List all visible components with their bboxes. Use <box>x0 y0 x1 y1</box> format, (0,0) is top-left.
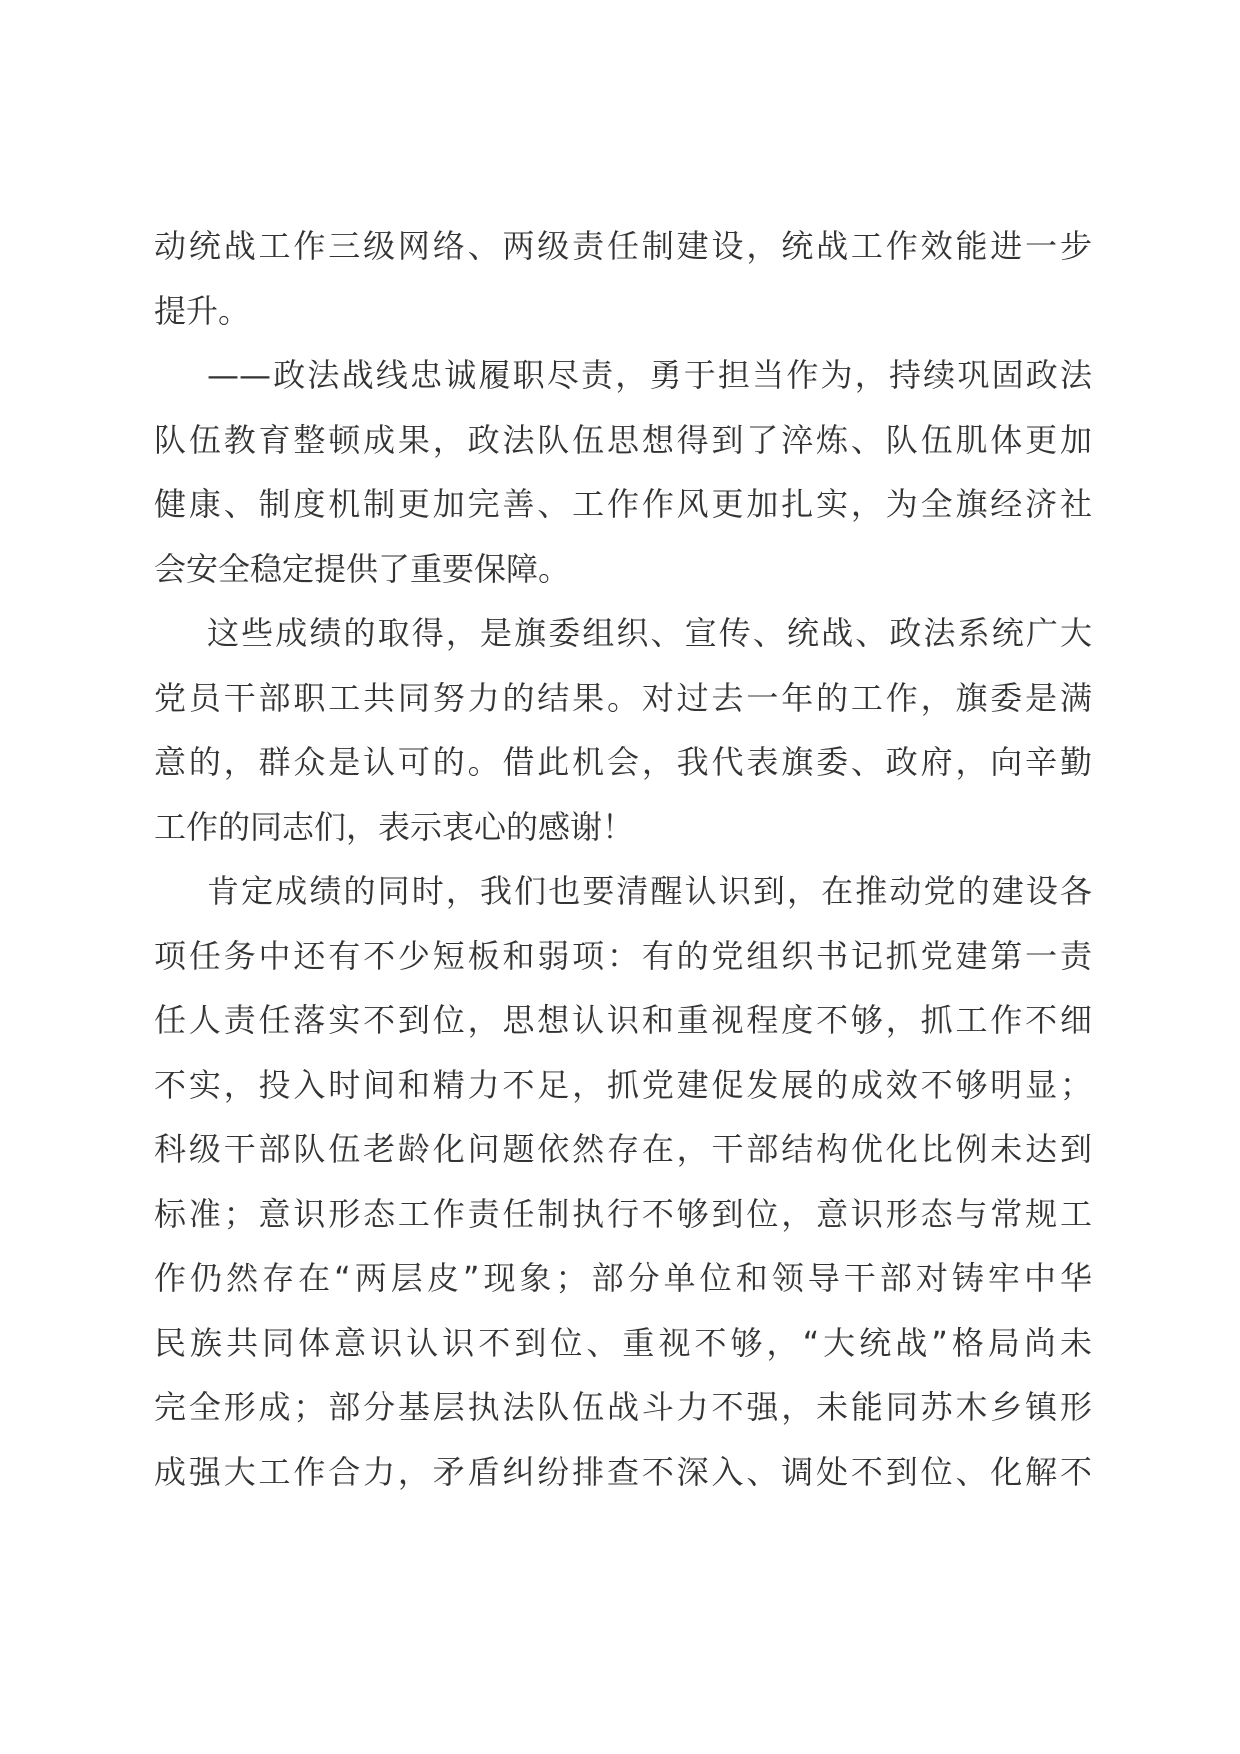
text-line-17: 作仍然存在“两层皮”现象；部分单位和领导干部对铸牢中华 <box>154 1259 1092 1297</box>
body-text <box>154 214 1092 1504</box>
text-line-11: 肯定成绩的同时，我们也要清醒认识到，在推动党的建设各 <box>207 872 1092 910</box>
text-line-20: 成强大工作合力，矛盾纠纷排查不深入、调处不到位、化解不 <box>154 1452 1092 1491</box>
text-line-8: 党员干部职工共同努力的结果。对过去一年的工作，旗委是满 <box>154 678 1092 717</box>
text-line-4: 队伍教育整顿成果，政法队伍思想得到了淬炼、队伍肌体更加 <box>154 420 1092 459</box>
text-line-14: 不实，投入时间和精力不足，抓党建促发展的成效不够明显； <box>154 1065 1092 1104</box>
text-line-5: 健康、制度机制更加完善、工作作风更加扎实，为全旗经济社 <box>154 485 1092 523</box>
text-line-1: 动统战工作三级网络、两级责任制建设，统战工作效能进一步 <box>154 227 1092 265</box>
text-line-16: 标准；意识形态工作责任制执行不够到位，意识形态与常规工 <box>154 1194 1092 1233</box>
text-line-19: 完全形成；部分基层执法队伍战斗力不强，未能同苏木乡镇形 <box>154 1388 1092 1426</box>
text-line-10: 工作的同志们，表示衷心的感谢！ <box>154 807 635 846</box>
text-line-12: 项任务中还有不少短板和弱项：有的党组织书记抓党建第一责 <box>154 936 1092 975</box>
text-line-15: 科级干部队伍老龄化问题依然存在，干部结构优化比例未达到 <box>154 1130 1092 1168</box>
text-line-6: 会安全稳定提供了重要保障。 <box>154 549 571 588</box>
text-line-9: 意的，群众是认可的。借此机会，我代表旗委、政府，向辛勤 <box>154 743 1092 781</box>
text-line-7: 这些成绩的取得，是旗委组织、宣传、统战、政法系统广大 <box>207 614 1092 652</box>
text-line-13: 任人责任落实不到位，思想认识和重视程度不够，抓工作不细 <box>154 1001 1092 1039</box>
text-line-2: 提升。 <box>154 291 251 330</box>
text-line-3: ——政法战线忠诚履职尽责，勇于担当作为，持续巩固政法 <box>207 356 1092 394</box>
text-line-18: 民族共同体意识认识不到位、重视不够，“大统战”格局尚未 <box>154 1323 1092 1362</box>
